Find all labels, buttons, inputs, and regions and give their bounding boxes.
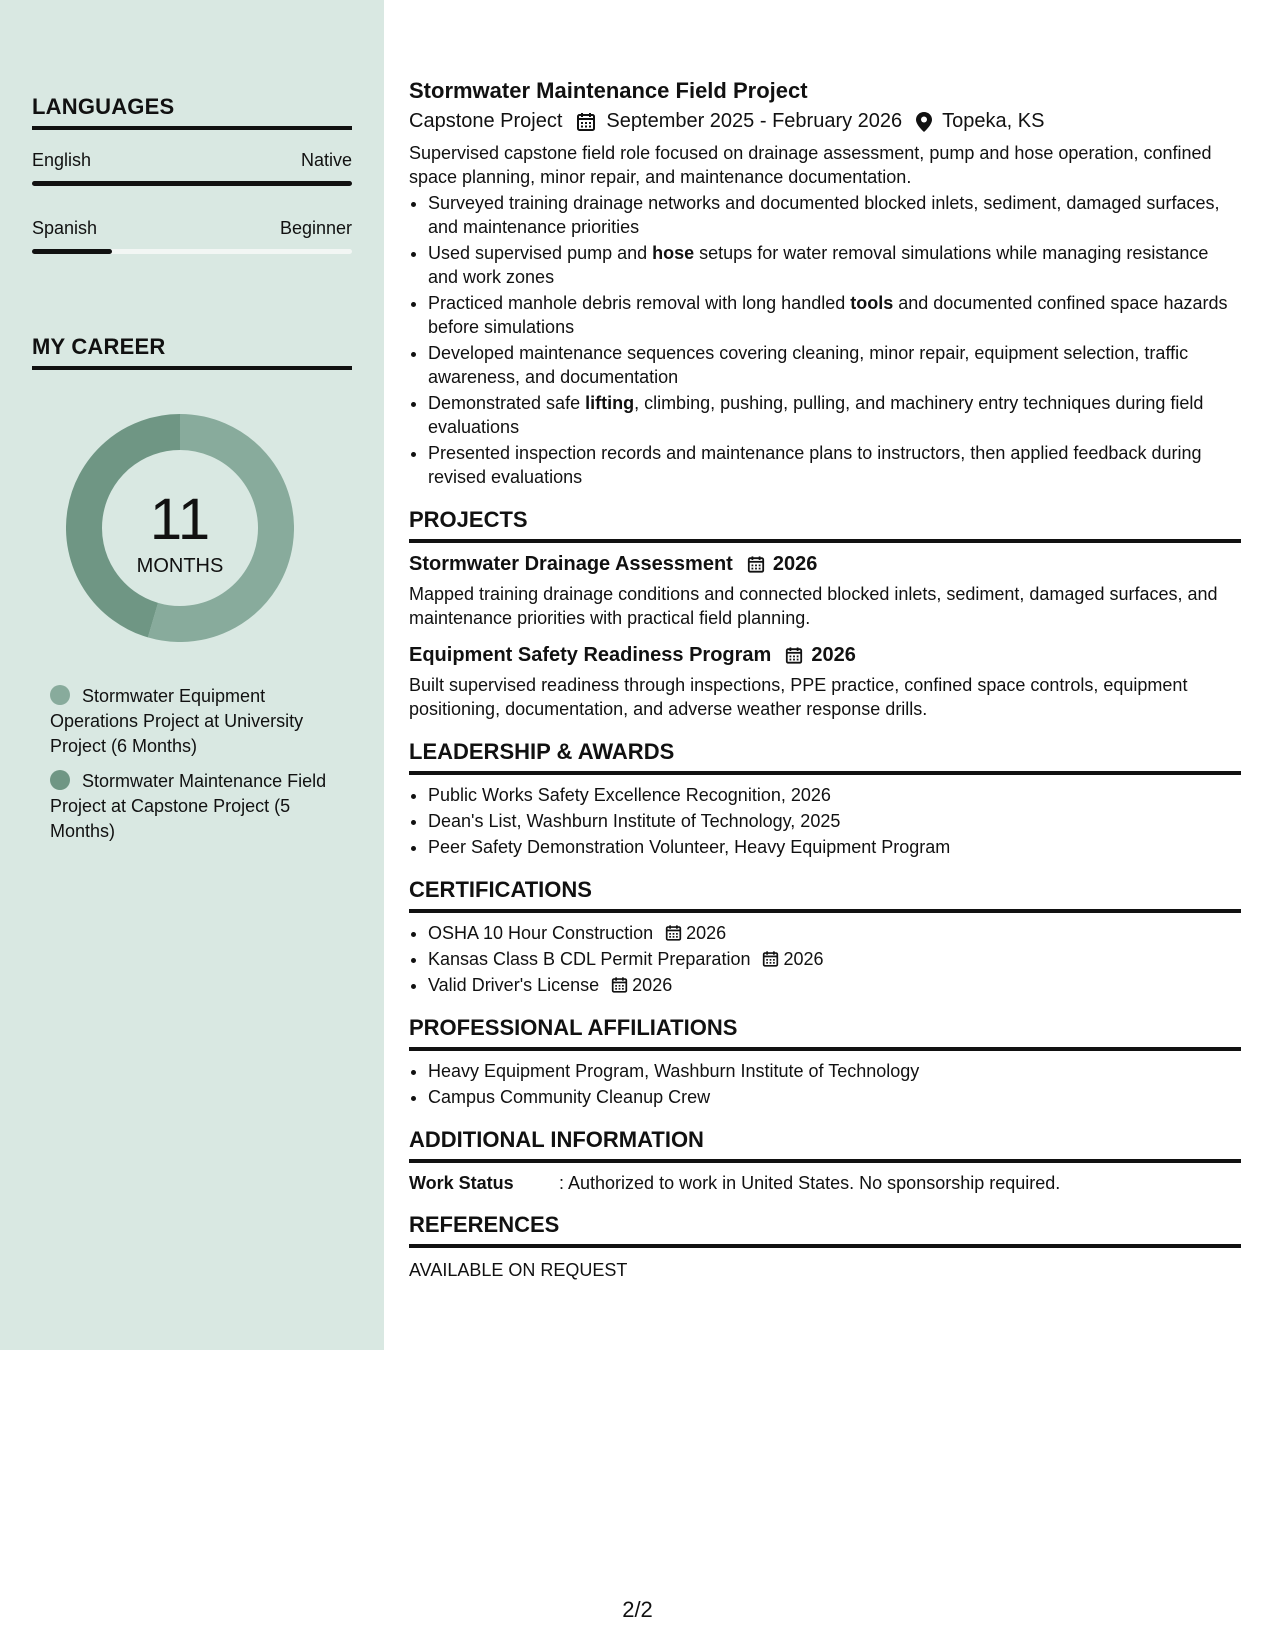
career-donut-chart — [66, 414, 294, 642]
job-bullet: • Used supervised pump and hose setups for water removal simulations while managing resistance and work zones — [428, 241, 1241, 289]
job-bullet: • Practiced manhole debris removal with long handled tools and documented confined space hazards before simulations — [428, 291, 1241, 339]
language-name: English — [32, 150, 92, 170]
map-pin-icon — [916, 112, 932, 132]
leadership-item: • Dean's List, Washburn Institute of Technology, 2025 — [428, 809, 1241, 833]
certifications-section — [409, 877, 1241, 997]
project-year: 2026 — [772, 553, 818, 575]
language-level: Native — [300, 150, 352, 170]
project-description: Built supervised readiness through inspections, PPE practice, confined space controls, equipment positioning, documentation, and adverse weather response drills. — [409, 675, 1188, 719]
career-legend — [50, 684, 340, 854]
languages-section — [32, 94, 352, 254]
job-bullet: • Surveyed training drainage networks and documented blocked inlets, sediment, damaged surfaces, and maintenance priorities — [428, 191, 1241, 239]
legend-item — [50, 769, 340, 844]
job-location: Topeka, KS — [942, 110, 1045, 132]
projects-section — [409, 507, 1241, 721]
certification-item: • OSHA 10 Hour Construction 2026 — [428, 921, 1241, 945]
references-section — [409, 1212, 1241, 1281]
leadership-list — [409, 783, 1241, 859]
leadership-item: • Peer Safety Demonstration Volunteer, Heavy Equipment Program — [428, 835, 1241, 859]
certification-item: • Valid Driver's License 2026 — [428, 973, 1241, 997]
affiliations-heading: PROFESSIONAL AFFILIATIONS — [409, 1015, 1241, 1051]
additional-section — [409, 1127, 1241, 1194]
sidebar — [0, 0, 384, 1350]
legend-dot — [50, 685, 70, 705]
work-status-value: : Authorized to work in United States. No sponsorship required. — [559, 1173, 1061, 1193]
project-description: Mapped training drainage conditions and connected blocked inlets, sediment, damaged surfaces, and maintenance priorities with practical field planning. — [409, 584, 1218, 628]
job-bullets — [409, 191, 1241, 489]
career-total-number: 11 — [149, 486, 211, 552]
languages-heading: LANGUAGES — [32, 94, 352, 130]
language-row — [32, 218, 352, 239]
affiliations-section — [409, 1015, 1241, 1109]
job-company: Capstone Project — [409, 110, 563, 132]
work-status-row — [409, 1173, 1241, 1194]
career-section — [32, 334, 352, 370]
job-bullet: • Developed maintenance sequences covering cleaning, minor repair, equipment selection, traffic awareness, and documentation — [428, 341, 1241, 389]
affiliation-item: • Heavy Equipment Program, Washburn Institute of Technology — [428, 1059, 1241, 1083]
legend-label: Stormwater Maintenance Field Project at Capstone Project (5 Months) — [50, 771, 327, 841]
legend-item — [50, 684, 340, 759]
references-text: AVAILABLE ON REQUEST — [409, 1260, 628, 1280]
language-name: Spanish — [32, 218, 98, 238]
legend-dot — [50, 770, 70, 790]
calendar-icon — [747, 555, 765, 574]
projects-heading: PROJECTS — [409, 507, 1241, 543]
calendar-icon — [762, 950, 779, 968]
career-donut-center — [66, 414, 294, 642]
language-level: Beginner — [279, 218, 352, 238]
project-year: 2026 — [811, 644, 856, 666]
leadership-heading: LEADERSHIP & AWARDS — [409, 739, 1241, 775]
leadership-section — [409, 739, 1241, 859]
language-proficiency-fill — [32, 249, 112, 254]
career-heading: MY CAREER — [32, 334, 352, 370]
leadership-item: • Public Works Safety Excellence Recognition, 2026 — [428, 783, 1241, 807]
language-proficiency-bar — [32, 181, 352, 186]
career-total-unit: MONTHS — [136, 554, 224, 577]
job-bullet: • Presented inspection records and maintenance plans to instructors, then applied feedback during revised evaluations — [428, 441, 1241, 489]
job-summary: Supervised capstone field role focused on drainage assessment, pump and hose operation, confined space planning, minor repair, and maintenance documentation. — [409, 143, 1212, 187]
project-title: Stormwater Drainage Assessment 2026 — [409, 553, 818, 575]
certifications-heading: CERTIFICATIONS — [409, 877, 1241, 913]
page-number: 2/2 — [622, 1597, 653, 1622]
main-content — [409, 78, 1241, 1281]
calendar-icon — [665, 924, 682, 942]
calendar-icon — [611, 976, 628, 994]
experience-entry — [409, 78, 1241, 489]
legend-label: Stormwater Equipment Operations Project at University Project (6 Months) — [50, 686, 304, 756]
job-bullet: • Demonstrated safe lifting, climbing, pushing, pulling, and machinery entry techniques during field evaluations — [428, 391, 1241, 439]
job-title: Stormwater Maintenance Field Project — [409, 78, 808, 103]
references-heading: REFERENCES — [409, 1212, 1241, 1248]
calendar-icon — [576, 112, 596, 132]
calendar-icon — [785, 646, 803, 665]
language-proficiency-bar — [32, 249, 352, 254]
affiliation-item: • Campus Community Cleanup Crew — [428, 1085, 1241, 1109]
additional-heading: ADDITIONAL INFORMATION — [409, 1127, 1241, 1163]
affiliations-list — [409, 1059, 1241, 1109]
job-meta — [409, 110, 1241, 133]
work-status-label: Work Status — [409, 1173, 514, 1193]
certifications-list — [409, 921, 1241, 997]
job-dates: September 2025 - February 2026 — [606, 110, 903, 132]
language-proficiency-fill — [32, 181, 352, 186]
project-title: Equipment Safety Readiness Program 2026 — [409, 644, 856, 666]
certification-item: • Kansas Class B CDL Permit Preparation 2026 — [428, 947, 1241, 971]
language-row — [32, 150, 352, 171]
